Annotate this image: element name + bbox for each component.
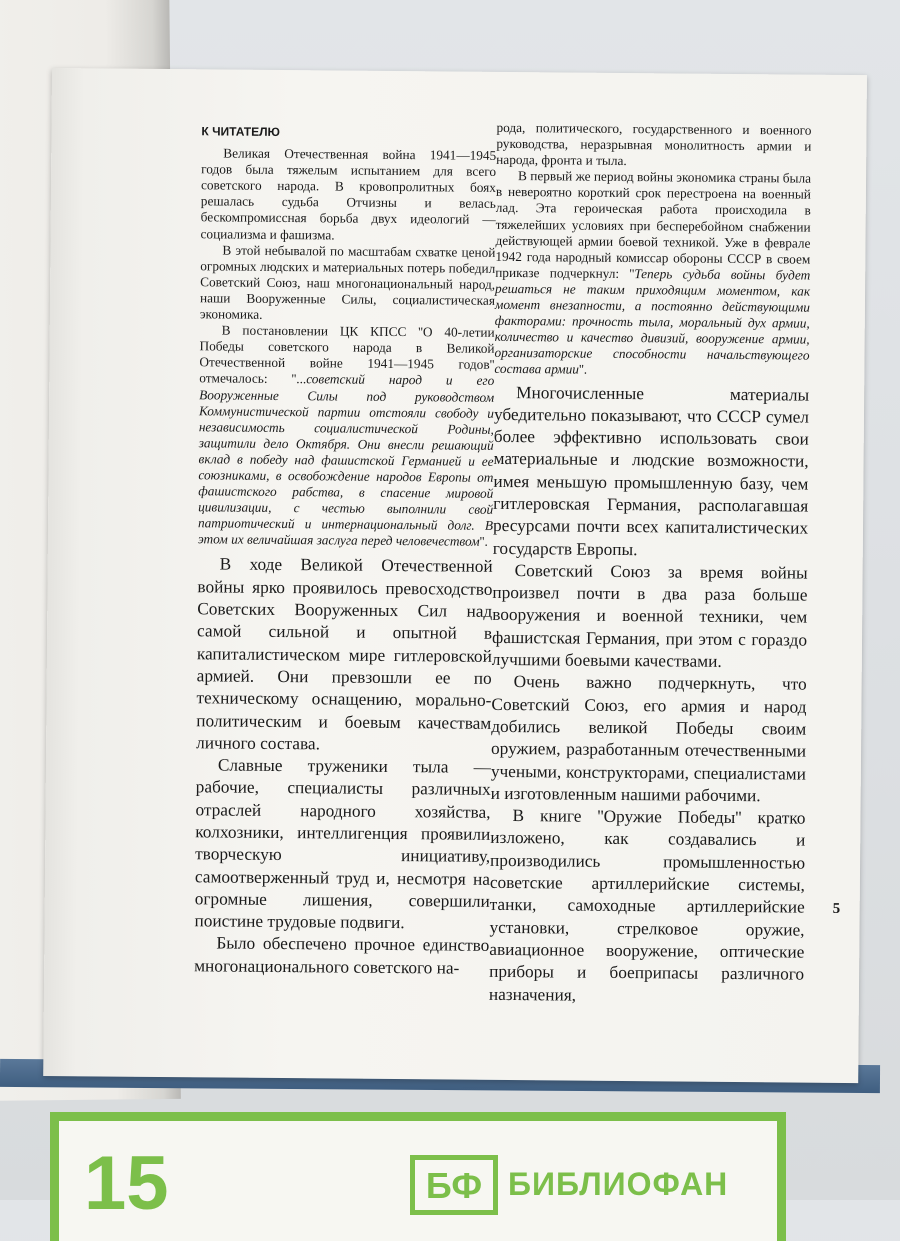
paragraph: Было обеспечено прочное единство многонационального советского на- [194,933,490,978]
quote-intro: В постановлении ЦК КПСС ''О 40-летии Победы советского народа в Великой Отечественной войне 1941—1945 годов'' отмечалось: ''... [199,322,495,387]
left-column [194,123,496,980]
quote-end: ''. [578,362,588,378]
right-column [489,120,812,1009]
italic-quote: Теперь судьба войны будет решаться не таким приходящим моментом, как момент внезапности, а постоянно действующими факторами: прочность тыла, моральный дух армии, количество и качество дивизий, вооружение армии, организаторские способности начальствующего состава армии [494,265,811,378]
paragraph: В этой небывалой по масштабам схватке ценой огромных людских и материальных потерь победил Советский Союз, наш многонациональный народ, наши Вооруженные Силы, социалистическая экономика. [199,242,496,322]
label-brand: БИБЛИОФАН [508,1166,729,1202]
paragraph: В ходе Великой Отечественной войны ярко проявилось превосходство Советских Вооруженных Сил над самой сильной и опытной в капиталистическом мире гитлеровской армией. Они превзошли ее по техническому оснащению, морально-политическим и боевым качествам личного состава. [196,554,493,754]
italic-quote: советский народ и его Вооруженные Силы под руководством Коммунистической партии отстояли свободу и независимость социалистической Родины, защитили дело Октября. Они внесли решающий вклад в победу над фашистской Германией и ее союзниками, в освобождение народов Европы от фашистского рабства, в спасение мировой цивилизации, с честью выполнили свой патриотический и интернациональный долг. В этом их величайшая заслуга перед человечеством [197,371,495,550]
quote-end: ''. [479,534,488,550]
paragraph: Многочисленные материалы убедительно показывают, что СССР сумел более эффективно использовать свои материальные и людские возможности, имея меньшую промышленную базу, чем гитлеровская Германия, располагавшая ресурсами почти всех капиталистических государств Европы. [492,382,810,559]
paragraph: В книге ''Оружие Победы'' кратко изложено, как создавались и производились промышленностью советские артиллерийские системы, танки, самоходные артиллерийские установки, стрелковое оружие, авиационное вооружение, оптические приборы и боеприпасы различного назначения, [488,806,806,1005]
page-title: К ЧИТАТЕЛЮ [201,124,281,139]
paragraph: Советский Союз за время войны произвел почти в два раза больше вооружения и военной техники, чем фашистская Германия, при этом с гораздо лучшими боевыми качествами. [491,560,808,671]
paragraph: Очень важно подчеркнуть, что Советский Союз, его армия и народ добились великой Победы своим оружием, разработанным отечественными учеными, конструкторами, специалистами и изготовленным нашими рабочими. [490,672,807,806]
bibliofan-logo-icon: БФ [410,1155,498,1215]
paragraph: Великая Отечественная война 1941—1945 годов была тяжелым испытанием для всего советского народа. В кровопролитных боях решалась судьба Отчизны и велась бескомпромиссная борьба двух идеологий — социализма и фашизма. [200,145,497,243]
paragraph: рода, политического, государственного и военного руководства, неразрывная монолитность армии и народа, фронта и тыла. [496,119,812,169]
paragraph [494,168,811,380]
label-number: 15 [84,1141,169,1226]
paragraph: Славные труженики тыла — рабочие, специалисты различных отраслей народного хозяйства, колхозники, интеллигенция проявили творческую инициативу, самоотверженный труд и, несмотря на огромные лишения, совершили поистине трудовые подвиги. [194,755,491,933]
paragraph [198,322,495,550]
quote-intro: В первый же период войны экономика страны была в невероятно короткий срок перестроена на военный лад. Эта героическая работа происходила в тяжелейших условиях при бесперебойном снабжении действующей армии боевой техникой. Уже в феврале 1942 года народный комиссар обороны СССР в своем приказе подчеркнул: '' [495,168,812,281]
book-page [43,68,867,1083]
page-number: 5 [832,900,841,917]
